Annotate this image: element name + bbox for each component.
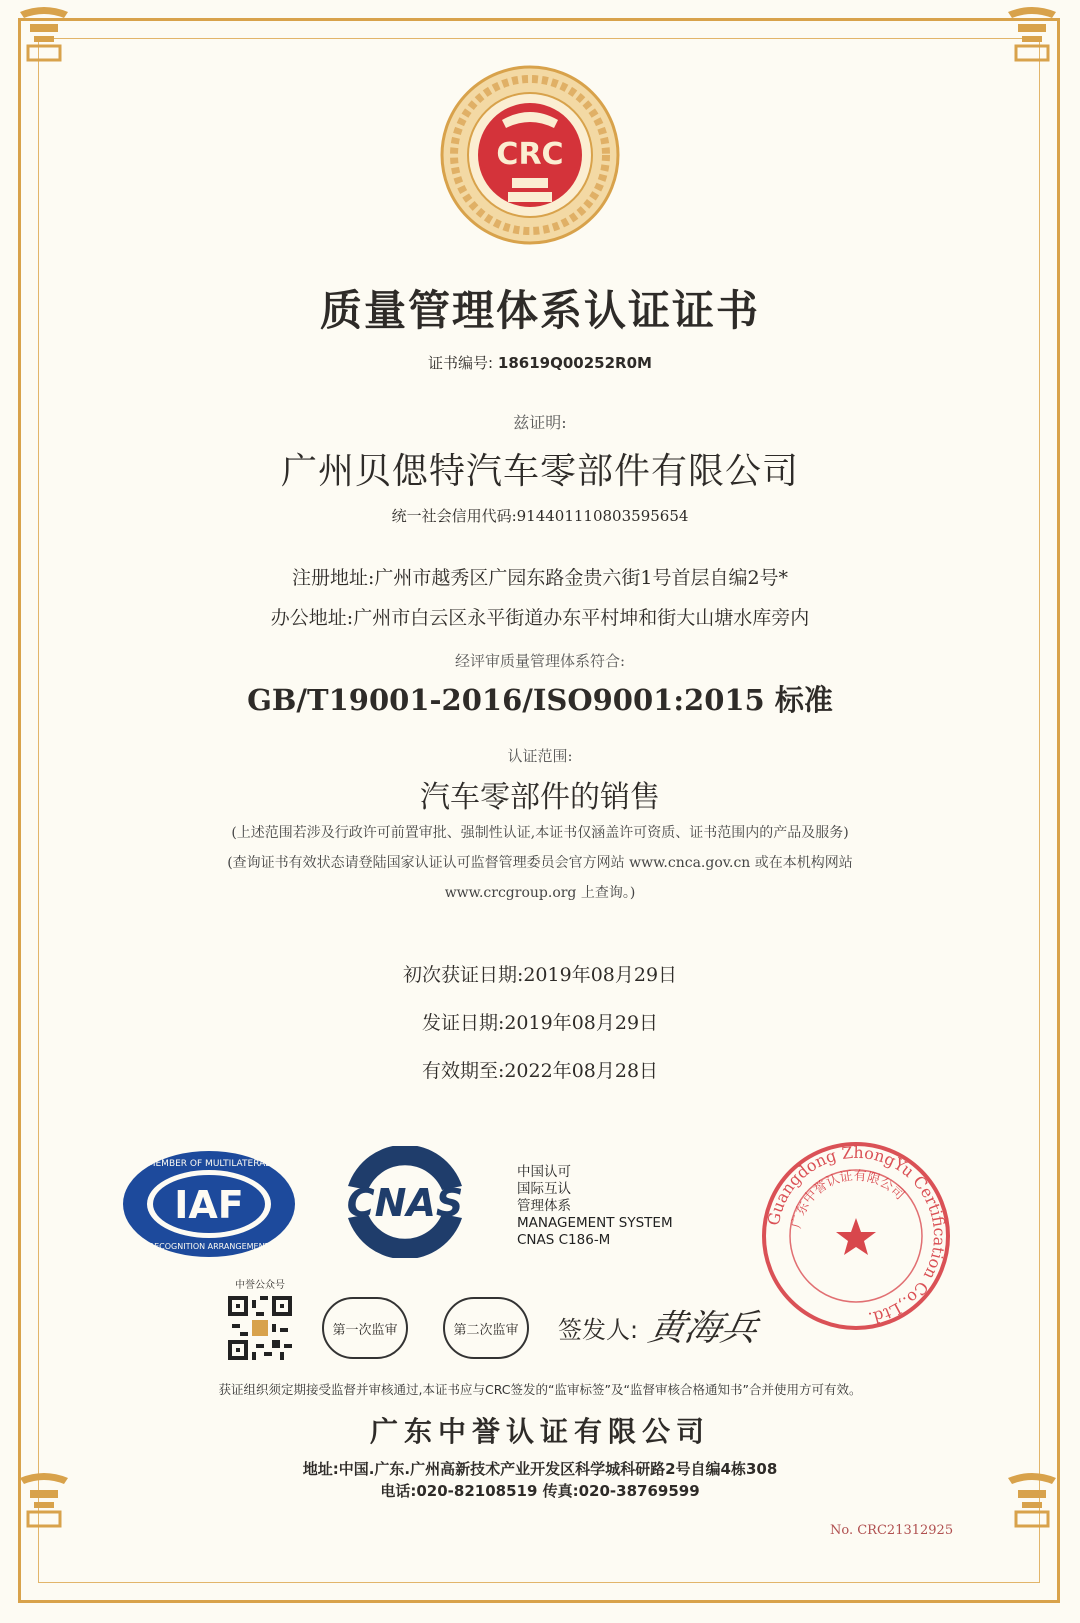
signature: 黄海兵 — [645, 1308, 762, 1349]
second-audit-stamp — [443, 1297, 529, 1359]
issuer-name: 广东中誉认证有限公司 — [369, 1415, 710, 1448]
first-audit-stamp — [322, 1297, 408, 1359]
issuer-phone-fax: 电话:020-82108519 传真:020-38769599 — [380, 1482, 700, 1500]
corner-ornament-icon — [12, 4, 76, 68]
scope-label: 认证范围: — [507, 747, 573, 765]
crc-emblem-icon — [440, 60, 620, 250]
registered-address: 注册地址:广州市越秀区广园东路金贵六街1号首层自编2号* — [291, 567, 789, 589]
cnas-logo-text: CNAS — [346, 1181, 464, 1225]
standard-text: GB/T19001-2016/ISO9001:2015 标准 — [247, 683, 833, 717]
company-name: 广州贝偲特汽车零部件有限公司 — [280, 451, 799, 492]
certify-label: 兹证明: — [513, 413, 567, 432]
iaf-logo-text: IAF — [174, 1183, 244, 1227]
certificate-number: 18619Q00252R0M — [497, 354, 652, 372]
cnas-info-block — [517, 1164, 673, 1249]
cnas-line-1: 中国认可 — [517, 1164, 571, 1180]
first-cert-date: 初次获证日期:2019年08月29日 — [402, 964, 678, 986]
conform-label: 经评审质量管理体系符合: — [454, 652, 626, 670]
first-audit-label: 第一次监审 — [332, 1322, 398, 1338]
credit-code-row — [0, 505, 1080, 526]
issuer-address: 地址:中国.广东.广州高新技术产业开发区科学城科研路2号自编4栋308 — [302, 1460, 778, 1478]
verify-note: (查询证书有效状态请登陆国家认证认可监督管理委员会官方网站 www.cnca.gov.cn 或在本机构网站 — [227, 855, 853, 871]
cnas-logo-icon — [330, 1146, 480, 1258]
company-seal-icon — [760, 1140, 952, 1332]
signer-label: 签发人: — [558, 1316, 639, 1344]
iaf-ring-top-text: MEMBER OF MULTILATERAL — [147, 1159, 271, 1169]
validity-notice: 获证组织须定期接受监督并审核通过,本证书应与CRC签发的“监审标签”及“监督审核合格通知书”合并使用方可有效。 — [218, 1382, 862, 1397]
second-audit-label: 第二次监审 — [453, 1322, 519, 1338]
cnas-line-3: 管理体系 — [517, 1198, 571, 1214]
cnas-line-5: CNAS C186-M — [517, 1232, 611, 1248]
valid-until-date: 有效期至:2022年08月28日 — [421, 1060, 659, 1082]
cnas-line-4: MANAGEMENT SYSTEM — [517, 1215, 673, 1231]
scope-note: (上述范围若涉及行政许可前置审批、强制性认证,本证书仅涵盖许可资质、证书范围内的产品及服务) — [231, 825, 849, 841]
verify-note-url: www.crcgroup.org 上查询。) — [444, 885, 636, 901]
certificate-title: 质量管理体系认证证书 — [319, 286, 760, 335]
cnas-line-2: 国际互认 — [517, 1181, 571, 1197]
credit-code-label: 统一社会信用代码: — [391, 507, 517, 525]
iaf-ring-bottom-text: RECOGNITION ARRANGEMENT — [148, 1242, 270, 1251]
crc-logo-text: CRC — [496, 137, 564, 172]
certificate-serial: No. CRC21312925 — [830, 1523, 954, 1538]
seal-text-en: Guangdong ZhongYu Certification Co.,Ltd. — [763, 1142, 950, 1329]
credit-code: 9144011108035956​54 — [516, 507, 689, 525]
office-address: 办公地址:广州市白云区永平街道办东平村坤和街大山塘水库旁内 — [270, 607, 810, 629]
issue-date: 发证日期:2019年08月29日 — [421, 1012, 659, 1034]
certificate-number-label: 证书编号: — [428, 354, 494, 372]
corner-ornament-icon — [1000, 4, 1064, 68]
iaf-logo-icon — [120, 1148, 298, 1260]
qr-label: 中誉公众号 — [235, 1280, 285, 1291]
scope-text: 汽车零部件的销售 — [420, 780, 660, 815]
seal-text-cn: 广东中誉认证有限公司 — [789, 1168, 908, 1230]
certificate-number-row — [0, 352, 1080, 373]
qr-code-icon — [228, 1296, 292, 1360]
